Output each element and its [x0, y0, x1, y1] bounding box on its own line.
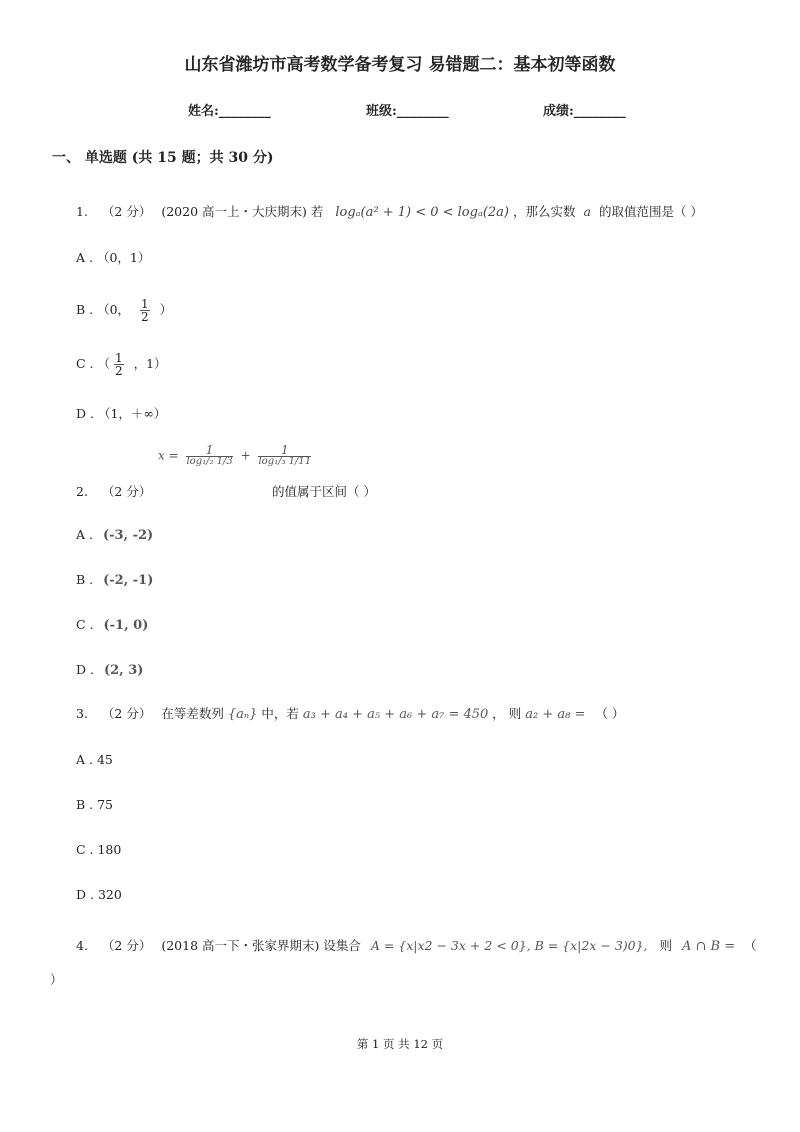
question-number: 3. [76, 706, 88, 721]
fraction-denominator: 2 [141, 310, 149, 324]
fraction-numerator: 1 [141, 297, 149, 311]
formula-lhs: x = [158, 448, 179, 463]
question-source: (2020 高一上・大庆期末) 若 [161, 204, 324, 219]
answer-blank-open: （ [744, 938, 757, 953]
option-value: (-3, -2) [102, 528, 154, 543]
question-2-label [76, 482, 151, 500]
question-number: 1. [76, 204, 88, 219]
fraction-denominator: 2 [114, 364, 123, 378]
fraction-one-half [114, 352, 124, 377]
formula-sets: A = {x|x2 − 3x + 2 < 0}, B = {x|2x − 3)0}, [370, 938, 648, 953]
fraction-denominator: log₁/₃ 1/11 [258, 456, 312, 467]
question-source: (2018 高一下・张家界期末) 设集合 [161, 938, 361, 953]
page-title: 山东省潍坊市高考数学备考复习 易错题二：基本初等函数 [184, 55, 616, 75]
option-b-prefix: B . （0， [76, 302, 131, 317]
option-c-suffix: ，1） [133, 356, 167, 371]
option-label: B . [76, 572, 94, 587]
formula-target: a₂ + a₈ = [525, 707, 586, 722]
option-label: D . [76, 662, 94, 677]
question-number: 2. [76, 484, 88, 499]
fraction-numerator: 1 [258, 444, 311, 457]
class-field-label: 班级:________ [366, 104, 449, 119]
section-heading: 一、 单选题 (共 15 题；共 30 分) [52, 150, 274, 166]
option-c-prefix: C . （ [76, 356, 110, 371]
option-d: D . （1，＋∞） [76, 406, 167, 421]
option-value: (2, 3) [103, 663, 144, 678]
formula-x-log-sum [158, 444, 315, 467]
question-number: 4. [76, 938, 88, 953]
question-text: ， 则 [492, 706, 522, 721]
option-c [76, 617, 148, 633]
fraction-denominator: log₁/₂ 1/3 [186, 456, 233, 467]
option-a [76, 527, 153, 543]
option-c: C . 180 [76, 842, 122, 857]
fraction-numerator: 1 [186, 444, 232, 457]
question-1 [76, 202, 703, 220]
sequence-symbol: {aₙ} [227, 707, 258, 722]
question-text: 中，若 [261, 706, 299, 721]
question-text: ，那么实数 [513, 204, 576, 219]
fraction-term-2 [258, 444, 311, 467]
variable-a: a [583, 204, 591, 219]
option-c [76, 352, 167, 377]
answer-blank-close: ） [50, 972, 63, 987]
option-label: A . [76, 527, 93, 542]
question-points: （2 分） [101, 204, 152, 219]
fraction-term-1 [186, 444, 232, 467]
option-a: A . （0，1） [76, 250, 151, 265]
option-d [76, 662, 143, 678]
question-points: （2 分） [101, 484, 152, 499]
plus-sign: + [240, 448, 251, 463]
option-value: (-1, 0) [103, 618, 149, 633]
option-b-suffix: ） [159, 302, 173, 317]
option-b: B . 75 [76, 797, 114, 812]
fraction-numerator: 1 [114, 351, 123, 365]
score-field-label: 成绩:________ [543, 104, 626, 119]
formula-intersection: A ∩ B = [682, 939, 736, 954]
formula-sum: a₃ + a₄ + a₅ + a₆ + a₇ = 450 [302, 707, 489, 722]
question-text: 在等差数列 [161, 706, 224, 721]
name-field-label: 姓名:________ [188, 104, 271, 119]
question-2-text: 的值属于区间（ ） [272, 484, 376, 499]
question-points: （2 分） [101, 938, 152, 953]
question-text-end: 的取值范围是（ ） [598, 204, 703, 219]
option-label: C . [76, 617, 94, 632]
question-text: 则 [659, 938, 673, 953]
option-b [76, 572, 153, 588]
option-d: D . 320 [76, 887, 122, 902]
fraction-one-half [140, 298, 150, 323]
page-footer: 第 1 页 共 12 页 [356, 1037, 444, 1051]
formula-log-inequality: logₐ(a² + 1) < 0 < logₐ(2a) [335, 205, 510, 220]
question-4 [76, 936, 735, 954]
answer-blank: （ ） [595, 706, 625, 721]
question-points: （2 分） [101, 706, 152, 721]
option-b [76, 298, 172, 323]
question-3 [76, 704, 624, 722]
option-value: (-2, -1) [103, 573, 154, 588]
option-a: A . 45 [76, 752, 113, 767]
